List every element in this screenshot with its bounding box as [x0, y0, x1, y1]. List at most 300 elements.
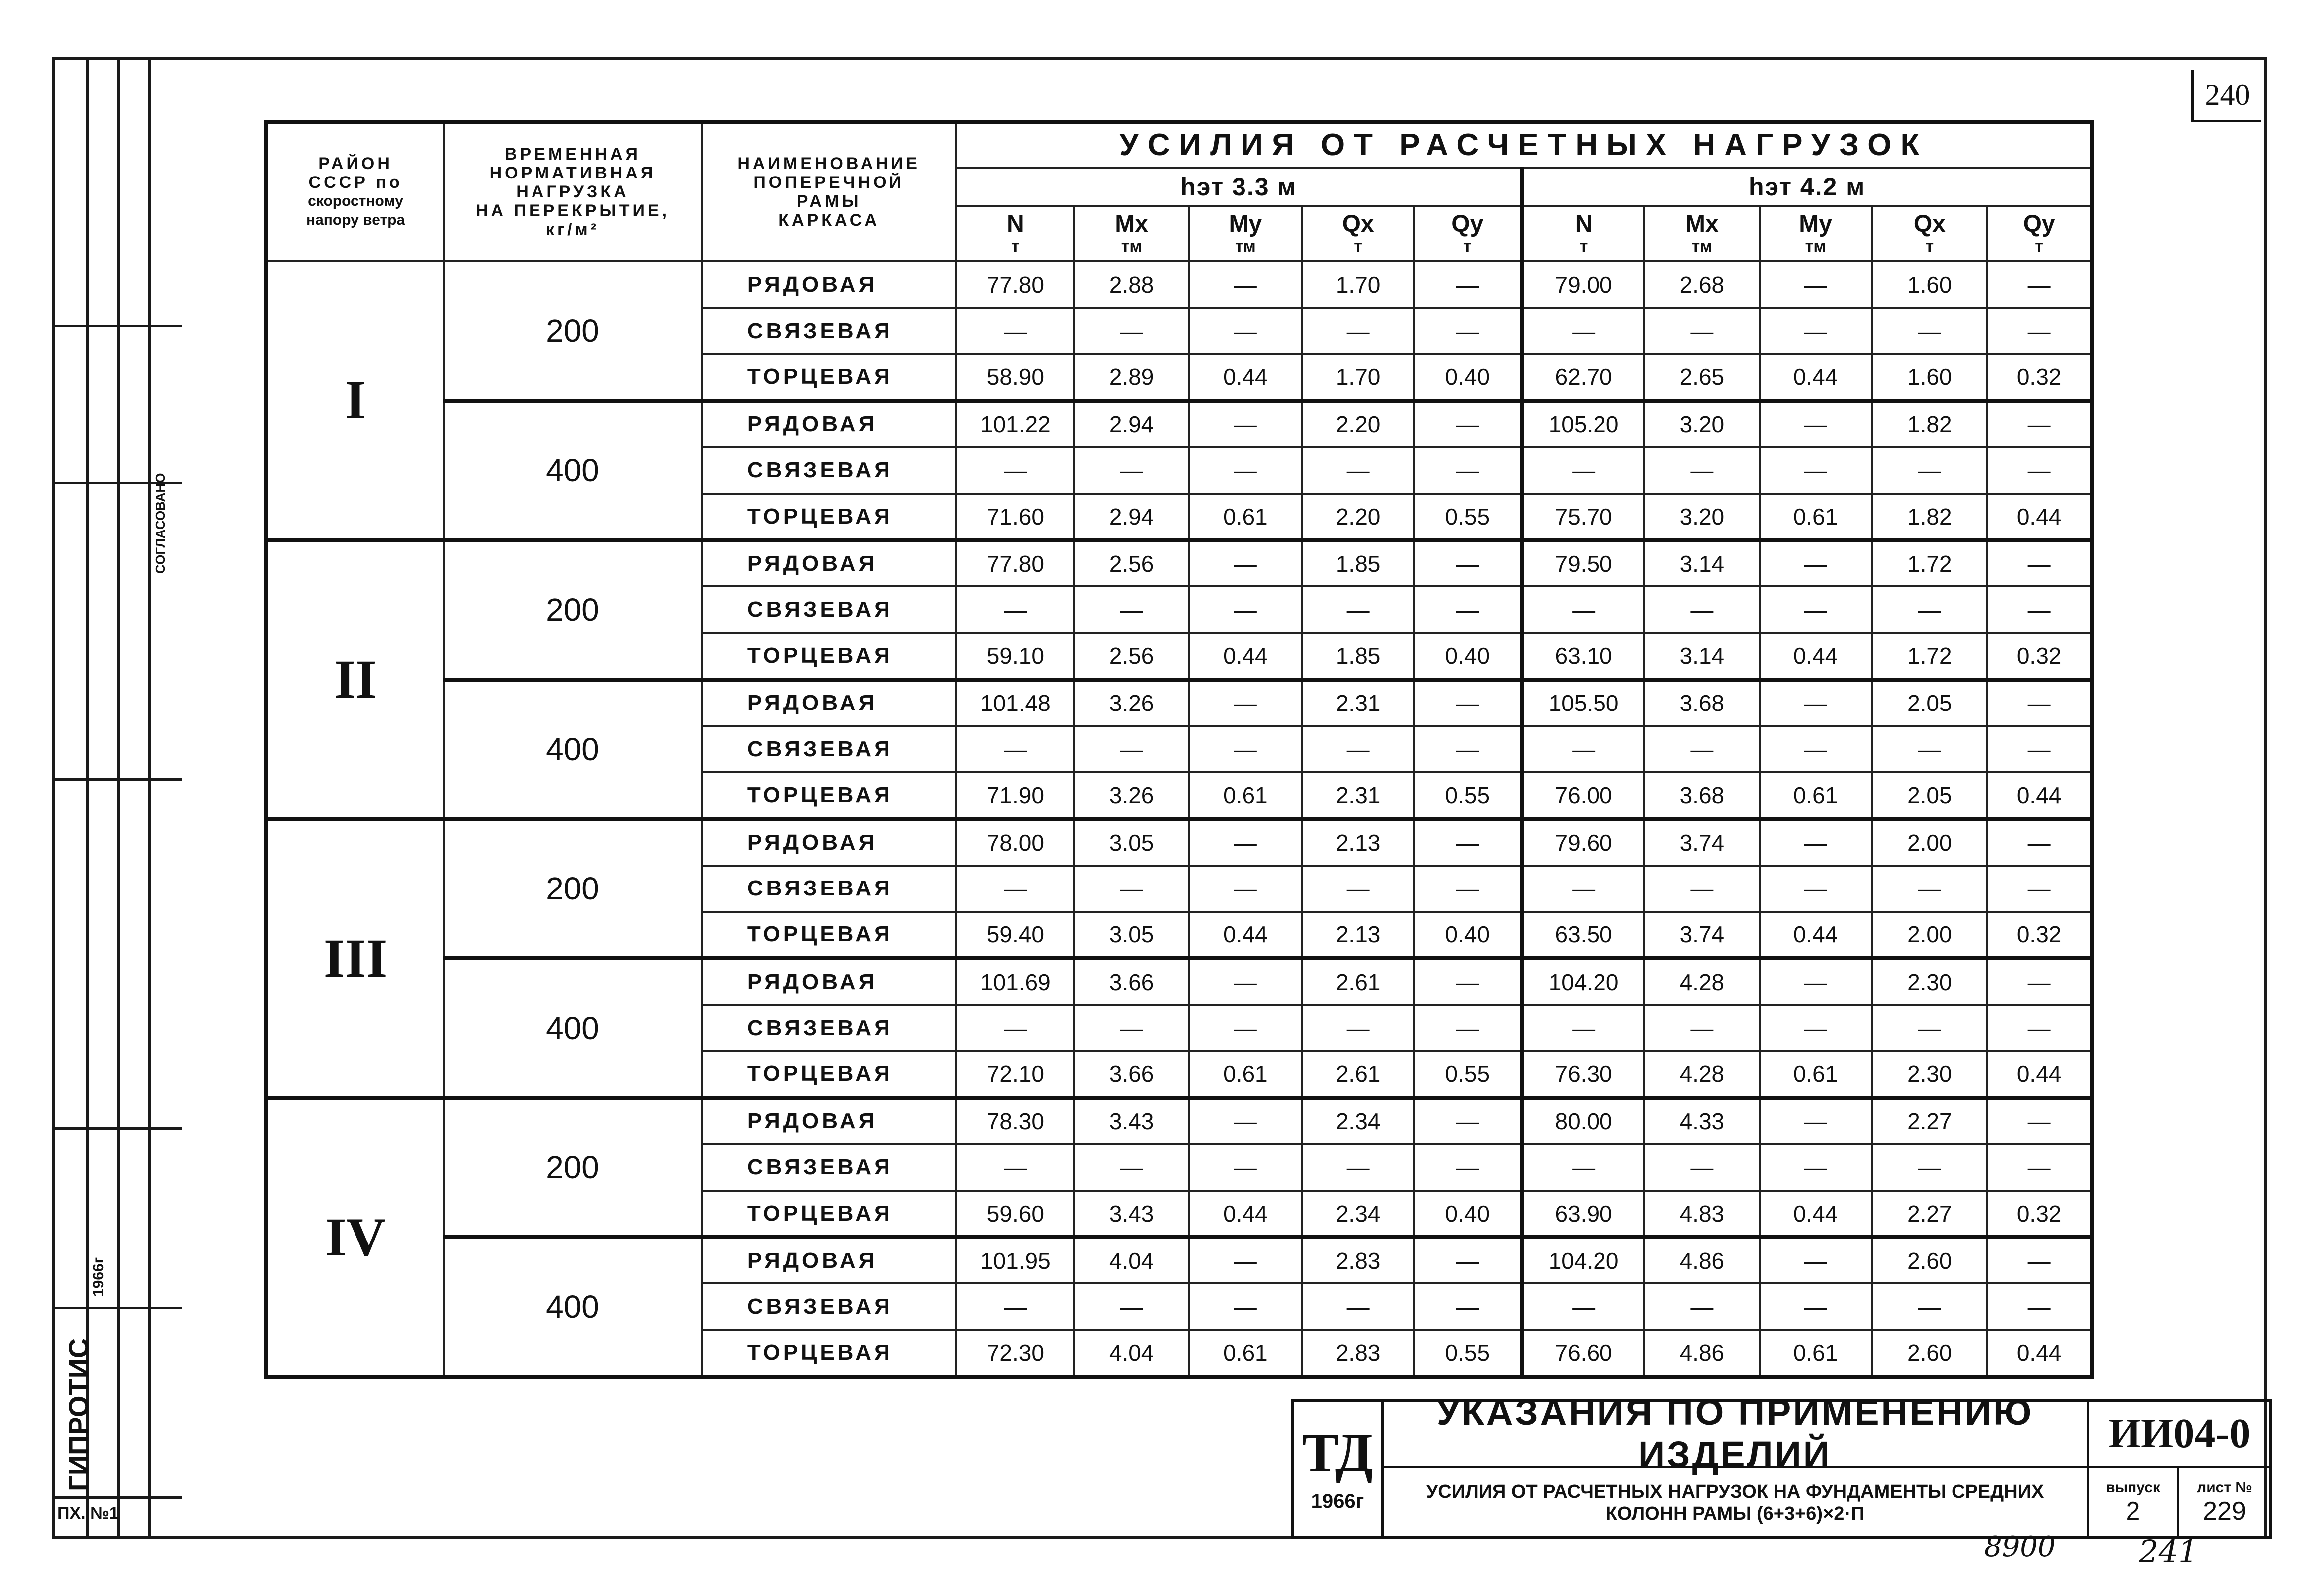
value-cell: — — [1760, 866, 1872, 912]
value-cell: — — [1522, 308, 1644, 354]
value-cell: — — [1074, 1144, 1189, 1191]
value-cell: 101.69 — [956, 958, 1074, 1005]
header-load-line: НА ПЕРЕКРЫТИЕ, — [475, 201, 670, 220]
header-floor-height-2: hэт 4.2 м — [1522, 168, 2092, 206]
value-cell: — — [1872, 1005, 1987, 1051]
value-cell: 0.44 — [1189, 354, 1302, 400]
value-cell: 101.95 — [956, 1237, 1074, 1283]
title-block-org — [1291, 1399, 1384, 1539]
value-cell: — — [1522, 1144, 1644, 1191]
value-cell: 104.20 — [1522, 958, 1644, 1005]
value-cell: 4.86 — [1644, 1330, 1760, 1377]
page-number: 240 — [2191, 70, 2261, 122]
header-unit-cell — [1872, 206, 1987, 261]
value-cell: 3.68 — [1644, 772, 1760, 819]
force-unit: тм — [1121, 237, 1142, 256]
table-row — [266, 1237, 2092, 1283]
value-cell: 71.60 — [956, 494, 1074, 540]
value-cell: — — [1189, 540, 1302, 586]
value-cell: 0.44 — [1189, 1191, 1302, 1237]
value-cell: 79.00 — [1522, 261, 1644, 308]
force-symbol: My — [1799, 211, 1832, 237]
value-cell: 4.28 — [1644, 958, 1760, 1005]
value-cell: 101.48 — [956, 680, 1074, 726]
value-cell: 1.72 — [1872, 633, 1987, 680]
frame-name-cell: РЯДОВАЯ — [702, 958, 957, 1005]
value-cell: 0.40 — [1414, 354, 1522, 400]
value-cell: — — [1414, 1098, 1522, 1144]
value-cell: 0.61 — [1760, 494, 1872, 540]
value-cell: — — [1760, 680, 1872, 726]
title-block-title: УКАЗАНИЯ ПО ПРИМЕНЕНИЮ ИЗДЕЛИЙ — [1381, 1399, 2089, 1468]
value-cell: — — [956, 866, 1074, 912]
value-cell: — — [1074, 1005, 1189, 1051]
load-cell: 200 — [444, 540, 702, 680]
value-cell: 3.20 — [1644, 401, 1760, 447]
header-load-line: НАГРУЗКА — [516, 182, 629, 201]
strip-divider — [55, 325, 182, 327]
value-cell: 104.20 — [1522, 1237, 1644, 1283]
frame-name-cell: СВЯЗЕВАЯ — [702, 1144, 957, 1191]
value-cell: — — [1522, 586, 1644, 633]
value-cell: — — [1522, 447, 1644, 494]
value-cell: 59.60 — [956, 1191, 1074, 1237]
value-cell: — — [1189, 586, 1302, 633]
force-unit: т — [2035, 237, 2043, 256]
value-cell: 2.20 — [1302, 401, 1415, 447]
value-cell: 0.55 — [1414, 772, 1522, 819]
value-cell: 105.20 — [1522, 401, 1644, 447]
value-cell: 0.61 — [1189, 1330, 1302, 1377]
value-cell: — — [1189, 447, 1302, 494]
header-region-line: СССР по — [308, 173, 403, 192]
value-cell: 0.55 — [1414, 494, 1522, 540]
value-cell: 3.14 — [1644, 540, 1760, 586]
value-cell: — — [1302, 1283, 1415, 1330]
frame-name-cell: РЯДОВАЯ — [702, 680, 957, 726]
value-cell: 76.00 — [1522, 772, 1644, 819]
value-cell: 0.44 — [1760, 1191, 1872, 1237]
value-cell: 0.40 — [1414, 633, 1522, 680]
value-cell: 1.85 — [1302, 633, 1415, 680]
table-row — [266, 261, 2092, 308]
value-cell: — — [1644, 586, 1760, 633]
value-cell: 2.31 — [1302, 680, 1415, 726]
value-cell: — — [1414, 726, 1522, 772]
value-cell: — — [956, 1005, 1074, 1051]
table-row — [266, 819, 2092, 865]
value-cell: — — [1872, 726, 1987, 772]
value-cell: 2.94 — [1074, 494, 1189, 540]
value-cell: — — [1760, 1283, 1872, 1330]
frame-name-cell: СВЯЗЕВАЯ — [702, 586, 957, 633]
value-cell: 1.82 — [1872, 494, 1987, 540]
value-cell: 2.65 — [1644, 354, 1760, 400]
frame-name-cell: РЯДОВАЯ — [702, 1237, 957, 1283]
value-cell: — — [1760, 401, 1872, 447]
value-cell: 3.68 — [1644, 680, 1760, 726]
value-cell: 80.00 — [1522, 1098, 1644, 1144]
value-cell: 63.50 — [1522, 912, 1644, 958]
value-cell: 3.20 — [1644, 494, 1760, 540]
force-symbol: N — [1007, 211, 1024, 237]
value-cell: — — [956, 308, 1074, 354]
value-cell: — — [1414, 401, 1522, 447]
value-cell: 2.61 — [1302, 1051, 1415, 1097]
value-cell: — — [1760, 447, 1872, 494]
value-cell: — — [1987, 819, 2092, 865]
value-cell: — — [1074, 1283, 1189, 1330]
frame-name-cell: РЯДОВАЯ — [702, 261, 957, 308]
value-cell: 3.14 — [1644, 633, 1760, 680]
strip-divider — [148, 60, 151, 1536]
value-cell: — — [1760, 958, 1872, 1005]
value-cell: 0.40 — [1414, 1191, 1522, 1237]
value-cell: 59.10 — [956, 633, 1074, 680]
value-cell: 76.30 — [1522, 1051, 1644, 1097]
value-cell: — — [1189, 1144, 1302, 1191]
value-cell: — — [1074, 447, 1189, 494]
value-cell: — — [1987, 447, 2092, 494]
header-region-line: скоростному — [308, 193, 403, 209]
header-unit-cell — [956, 206, 1074, 261]
strip-org-text: ГИПРОТИС — [63, 1338, 94, 1491]
value-cell: — — [1644, 447, 1760, 494]
value-cell: — — [1872, 447, 1987, 494]
value-cell: — — [1987, 308, 2092, 354]
value-cell: — — [1987, 1005, 2092, 1051]
header-unit-cell — [1074, 206, 1189, 261]
value-cell: — — [1872, 1283, 1987, 1330]
value-cell: — — [1302, 726, 1415, 772]
title-block-sheet — [2177, 1466, 2272, 1539]
header-load-line: кг/м² — [545, 220, 600, 239]
value-cell: — — [1644, 1005, 1760, 1051]
value-cell: 2.61 — [1302, 958, 1415, 1005]
frame-name-cell: ТОРЦЕВАЯ — [702, 772, 957, 819]
header-frame-line: КАРКАСА — [778, 211, 880, 230]
value-cell: — — [1760, 1237, 1872, 1283]
header-frame-line: ПОПЕРЕЧНОЙ — [753, 173, 904, 192]
value-cell: 3.66 — [1074, 1051, 1189, 1097]
value-cell: 2.83 — [1302, 1330, 1415, 1377]
header-region-line: напору ветра — [306, 212, 405, 228]
value-cell: 58.90 — [956, 354, 1074, 400]
value-cell: — — [1074, 308, 1189, 354]
value-cell: — — [1189, 958, 1302, 1005]
value-cell: 59.40 — [956, 912, 1074, 958]
load-cell: 400 — [444, 1237, 702, 1377]
frame-name-cell: ТОРЦЕВАЯ — [702, 1051, 957, 1097]
force-symbol: Mx — [1685, 211, 1719, 237]
header-region-line: РАЙОН — [318, 154, 393, 173]
value-cell: — — [1987, 680, 2092, 726]
value-cell: — — [1074, 866, 1189, 912]
force-unit: тм — [1691, 237, 1713, 256]
value-cell: 77.80 — [956, 261, 1074, 308]
value-cell: 3.26 — [1074, 680, 1189, 726]
value-cell: 0.61 — [1189, 772, 1302, 819]
value-cell: — — [1302, 308, 1415, 354]
value-cell: — — [1760, 726, 1872, 772]
value-cell: — — [1760, 1098, 1872, 1144]
value-cell: 2.00 — [1872, 912, 1987, 958]
value-cell: — — [1414, 540, 1522, 586]
value-cell: — — [956, 726, 1074, 772]
archive-number: 8900 — [1984, 1531, 2056, 1563]
value-cell: 0.32 — [1987, 633, 2092, 680]
value-cell: 2.05 — [1872, 680, 1987, 726]
value-cell: — — [956, 447, 1074, 494]
frame-name-cell: ТОРЦЕВАЯ — [702, 633, 957, 680]
value-cell: 79.50 — [1522, 540, 1644, 586]
value-cell: 1.70 — [1302, 354, 1415, 400]
value-cell: 1.60 — [1872, 354, 1987, 400]
header-unit-cell — [1760, 206, 1872, 261]
sheet-value: 229 — [2203, 1496, 2246, 1526]
value-cell: — — [1987, 866, 2092, 912]
value-cell: — — [1987, 586, 2092, 633]
strip-divider — [55, 1307, 182, 1309]
value-cell: — — [1414, 1005, 1522, 1051]
value-cell: — — [1872, 866, 1987, 912]
strip-year-text: 1966г — [90, 1257, 107, 1297]
header-unit-cell — [1987, 206, 2092, 261]
issue-label: выпуск — [2106, 1479, 2160, 1496]
value-cell: — — [1189, 308, 1302, 354]
value-cell: 75.70 — [1522, 494, 1644, 540]
sheet-label: лист № — [2197, 1479, 2252, 1496]
frame-name-cell: РЯДОВАЯ — [702, 1098, 957, 1144]
value-cell: — — [1414, 261, 1522, 308]
value-cell: — — [1987, 726, 2092, 772]
issue-value: 2 — [2126, 1496, 2140, 1526]
value-cell: — — [1872, 308, 1987, 354]
frame-name-cell: ТОРЦЕВАЯ — [702, 912, 957, 958]
frame-name-cell: ТОРЦЕВАЯ — [702, 1330, 957, 1377]
strip-divider — [55, 778, 182, 781]
header-floor-height-1: hэт 3.3 м — [956, 168, 1522, 206]
value-cell: 2.56 — [1074, 633, 1189, 680]
value-cell: — — [1302, 1005, 1415, 1051]
header-region — [266, 122, 444, 261]
value-cell: 2.13 — [1302, 819, 1415, 865]
value-cell: — — [1644, 308, 1760, 354]
header-unit-cell — [1189, 206, 1302, 261]
header-frame-line: РАМЫ — [796, 192, 862, 211]
value-cell: — — [956, 1283, 1074, 1330]
value-cell: — — [1302, 586, 1415, 633]
force-unit: тм — [1235, 237, 1256, 256]
value-cell: 4.04 — [1074, 1330, 1189, 1377]
frame-name-cell: ТОРЦЕВАЯ — [702, 354, 957, 400]
value-cell: 3.43 — [1074, 1191, 1189, 1237]
left-binding-strip — [52, 57, 182, 1539]
load-cell: 200 — [444, 819, 702, 958]
value-cell: 0.61 — [1760, 1051, 1872, 1097]
value-cell: 4.28 — [1644, 1051, 1760, 1097]
header-load — [444, 122, 702, 261]
header-unit-cell — [1302, 206, 1415, 261]
value-cell: — — [1414, 866, 1522, 912]
value-cell: — — [1760, 1144, 1872, 1191]
value-cell: — — [1302, 447, 1415, 494]
value-cell: — — [1987, 261, 2092, 308]
value-cell: 77.80 — [956, 540, 1074, 586]
value-cell: 3.74 — [1644, 912, 1760, 958]
value-cell: 78.00 — [956, 819, 1074, 865]
value-cell: 2.27 — [1872, 1191, 1987, 1237]
force-unit: т — [1011, 237, 1020, 256]
value-cell: 3.26 — [1074, 772, 1189, 819]
value-cell: — — [1760, 586, 1872, 633]
load-cell: 400 — [444, 958, 702, 1098]
value-cell: — — [1189, 726, 1302, 772]
value-cell: — — [1760, 540, 1872, 586]
strip-stamp-text: СОГЛАСОВАНО — [153, 473, 168, 574]
value-cell: — — [1189, 1237, 1302, 1283]
force-symbol: Mx — [1115, 211, 1148, 237]
value-cell: — — [1644, 866, 1760, 912]
value-cell: 2.34 — [1302, 1098, 1415, 1144]
region-cell: II — [266, 540, 444, 819]
table-row — [266, 401, 2092, 447]
header-load-line: НОРМАТИВНАЯ — [489, 164, 656, 182]
table-row — [266, 680, 2092, 726]
strip-divider — [117, 60, 120, 1536]
header-frame-line: НАИМЕНОВАНИЕ — [737, 154, 920, 173]
title-block-issue — [2087, 1466, 2179, 1539]
header-frame — [702, 122, 957, 261]
org-logo-text: ТД — [1302, 1422, 1373, 1483]
value-cell: — — [1987, 1098, 2092, 1144]
value-cell: — — [1074, 726, 1189, 772]
value-cell: — — [1189, 819, 1302, 865]
force-symbol: Qy — [2023, 211, 2055, 237]
load-cell: 200 — [444, 1098, 702, 1238]
value-cell: 63.10 — [1522, 633, 1644, 680]
frame-name-cell: ТОРЦЕВАЯ — [702, 494, 957, 540]
value-cell: — — [1414, 819, 1522, 865]
value-cell: — — [1414, 958, 1522, 1005]
frame-name-cell: СВЯЗЕВАЯ — [702, 308, 957, 354]
value-cell: 0.44 — [1189, 633, 1302, 680]
value-cell: 0.32 — [1987, 1191, 2092, 1237]
value-cell: 1.60 — [1872, 261, 1987, 308]
value-cell: 3.05 — [1074, 819, 1189, 865]
table-row — [266, 958, 2092, 1005]
frame-name-cell: РЯДОВАЯ — [702, 401, 957, 447]
value-cell: 0.44 — [1987, 1051, 2092, 1097]
value-cell: — — [1414, 586, 1522, 633]
value-cell: 0.61 — [1760, 772, 1872, 819]
value-cell: — — [1302, 1144, 1415, 1191]
frame-name-cell: ТОРЦЕВАЯ — [702, 1191, 957, 1237]
value-cell: — — [1760, 261, 1872, 308]
force-unit: т — [1354, 237, 1362, 256]
title-block-subtitle: УСИЛИЯ ОТ РАСЧЕТНЫХ НАГРУЗОК НА ФУНДАМЕНТЫ СРЕДНИХ КОЛОНН РАМЫ (6+3+6)×2·П — [1381, 1466, 2089, 1539]
value-cell: 1.85 — [1302, 540, 1415, 586]
force-symbol: My — [1229, 211, 1262, 237]
load-cell: 200 — [444, 261, 702, 401]
header-group: УСИЛИЯ ОТ РАСЧЕТНЫХ НАГРУЗОК — [956, 122, 2092, 168]
value-cell: — — [1522, 1005, 1644, 1051]
value-cell: — — [1414, 1283, 1522, 1330]
frame-name-cell: РЯДОВАЯ — [702, 819, 957, 865]
value-cell: — — [1189, 1098, 1302, 1144]
value-cell: — — [1414, 447, 1522, 494]
value-cell: — — [1760, 1005, 1872, 1051]
force-unit: т — [1925, 237, 1934, 256]
value-cell: — — [1414, 680, 1522, 726]
value-cell: 0.44 — [1760, 354, 1872, 400]
value-cell: 2.83 — [1302, 1237, 1415, 1283]
frame-name-cell: СВЯЗЕВАЯ — [702, 447, 957, 494]
strip-dept-text: ПХ. №1 — [57, 1504, 119, 1523]
strip-divider — [86, 60, 89, 1536]
value-cell: 101.22 — [956, 401, 1074, 447]
value-cell: 1.72 — [1872, 540, 1987, 586]
value-cell: — — [1189, 261, 1302, 308]
value-cell: 78.30 — [956, 1098, 1074, 1144]
value-cell: 2.31 — [1302, 772, 1415, 819]
value-cell: — — [1987, 1237, 2092, 1283]
value-cell: 0.61 — [1760, 1330, 1872, 1377]
value-cell: — — [1189, 680, 1302, 726]
value-cell: 2.56 — [1074, 540, 1189, 586]
value-cell: 3.43 — [1074, 1098, 1189, 1144]
value-cell: 4.86 — [1644, 1237, 1760, 1283]
value-cell: 2.13 — [1302, 912, 1415, 958]
value-cell: 71.90 — [956, 772, 1074, 819]
value-cell: 0.44 — [1987, 772, 2092, 819]
value-cell: — — [1189, 1005, 1302, 1051]
handwritten-sheet-number: 241 — [2139, 1533, 2198, 1570]
strip-divider — [55, 1127, 182, 1130]
value-cell: — — [1189, 401, 1302, 447]
value-cell: 2.00 — [1872, 819, 1987, 865]
value-cell: 2.60 — [1872, 1330, 1987, 1377]
strip-divider — [55, 1496, 182, 1499]
value-cell: — — [1522, 866, 1644, 912]
value-cell: 0.40 — [1414, 912, 1522, 958]
value-cell: 2.68 — [1644, 261, 1760, 308]
force-unit: т — [1579, 237, 1588, 256]
value-cell: 0.44 — [1189, 912, 1302, 958]
title-block — [1291, 1392, 2272, 1539]
value-cell: 1.82 — [1872, 401, 1987, 447]
region-cell: III — [266, 819, 444, 1097]
table-row — [266, 1098, 2092, 1144]
value-cell: 0.44 — [1760, 633, 1872, 680]
value-cell: 0.44 — [1760, 912, 1872, 958]
value-cell: 2.20 — [1302, 494, 1415, 540]
value-cell: — — [1987, 1283, 2092, 1330]
value-cell: 0.32 — [1987, 912, 2092, 958]
value-cell: — — [1522, 726, 1644, 772]
load-cell: 400 — [444, 680, 702, 819]
value-cell: — — [1760, 308, 1872, 354]
header-unit-cell — [1522, 206, 1644, 261]
title-block-year: 1966г — [1311, 1490, 1364, 1512]
value-cell: — — [1189, 866, 1302, 912]
value-cell: 2.60 — [1872, 1237, 1987, 1283]
value-cell: — — [1987, 540, 2092, 586]
frame-name-cell: СВЯЗЕВАЯ — [702, 1005, 957, 1051]
force-unit: т — [1463, 237, 1472, 256]
value-cell: 63.90 — [1522, 1191, 1644, 1237]
value-cell: 3.74 — [1644, 819, 1760, 865]
